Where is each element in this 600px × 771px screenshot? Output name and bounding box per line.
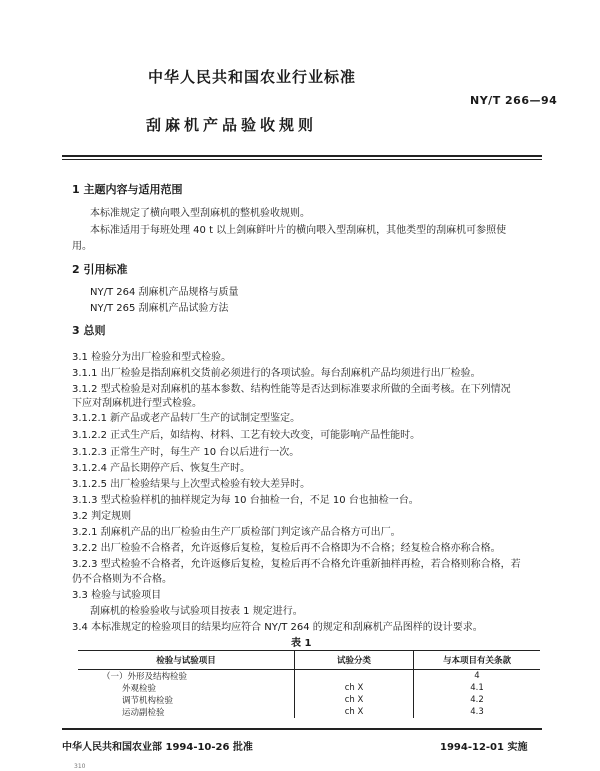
clause-3-2-1: 3.2.1 刮麻机产品的出厂检验由生产厂质检部门判定该产品合格方可出厂。 — [72, 527, 401, 538]
table-cell-item: 外观检验 — [122, 684, 157, 694]
standard-code: NY/T 266—94 — [470, 94, 558, 107]
clause-3-1-3: 3.1.3 型式检验样机的抽样规定为每 10 台抽检一台，不足 10 台也抽检一台。 — [72, 495, 419, 506]
page-number: 310 — [74, 763, 86, 770]
clause-3-2-2: 3.2.2 出厂检验不合格者，允许返修后复检，复检后再不合格即为不合格；经复检合格亦称合格。 — [72, 543, 501, 554]
table-caption: 表 1 — [291, 638, 312, 649]
clause-3-1-2: 3.1.2 型式检验是对刮麻机的基本参数、结构性能等是否达到标准要求所做的全面考核。在下列情况 — [72, 384, 511, 395]
clause-3-1-2-2: 3.1.2.2 正式生产后，如结构、材料、工艺有较大改变，可能影响产品性能时。 — [72, 430, 421, 441]
effective-date: 1994-12-01 实施 — [440, 742, 528, 753]
clause-3-1-2-3: 3.1.2.3 正常生产时，每生产 10 台以后进行一次。 — [72, 447, 300, 458]
footer-rule — [62, 728, 542, 730]
clause-3-2-3-cont: 仍不合格则为不合格。 — [72, 574, 172, 585]
clause-3-3-text: 刮麻机的检验验收与试验项目按表 1 规定进行。 — [90, 606, 303, 617]
section-1-para-1: 本标准规定了横向喂入型刮麻机的整机验收规则。 — [90, 208, 310, 219]
table-row — [78, 694, 540, 706]
header-rule-thin — [62, 159, 542, 160]
clause-3-2: 3.2 判定规则 — [72, 511, 132, 522]
table-header-row — [78, 651, 540, 670]
table-cell-clause: 4.2 — [470, 695, 484, 705]
section-1-heading: 1 主题内容与适用范围 — [72, 183, 183, 196]
reference-1: NY/T 264 刮麻机产品规格与质量 — [90, 287, 239, 298]
table-row — [78, 706, 540, 718]
table-row — [78, 670, 540, 683]
table-cell-category: ch X — [295, 706, 414, 718]
clause-3-4: 3.4 本标准规定的检验项目的结果均应符合 NY/T 264 的规定和刮麻机产品图样的设计要求。 — [72, 622, 483, 633]
table-cell-category — [295, 670, 414, 683]
reference-2: NY/T 265 刮麻机产品试验方法 — [90, 303, 229, 314]
table-cell-clause: 4.1 — [470, 683, 484, 693]
clause-3-2-3: 3.2.3 型式检验不合格者，允许返修后复检，复检后再不合格允许重新抽样再检，若合格则称合格，若 — [72, 559, 521, 570]
table-cell-item: 调节机构检验 — [122, 696, 174, 706]
table-header-category: 试验分类 — [295, 651, 414, 670]
table-header-clause: 与本项目有关条款 — [414, 651, 541, 670]
table-cell-item: （一）外形及结构检验 — [102, 672, 188, 682]
document-title: 刮麻机产品验收规则 — [146, 116, 318, 134]
table-row — [78, 682, 540, 694]
table-cell-clause: 4.3 — [470, 707, 484, 717]
table-header-item: 检验与试验项目 — [78, 651, 295, 670]
approval-date: 中华人民共和国农业部 1994-10-26 批准 — [62, 742, 253, 753]
clause-3-1-2-cont: 下应对刮麻机进行型式检验。 — [72, 398, 202, 409]
table-cell-clause: 4 — [474, 671, 480, 681]
table-cell-item: 运动副检验 — [122, 708, 165, 718]
clause-3-3: 3.3 检验与试验项目 — [72, 590, 162, 601]
clause-3-1-1: 3.1.1 出厂检验是指刮麻机交货前必须进行的各项试验。每台刮麻机产品均须进行出厂检验。 — [72, 368, 481, 379]
section-1-para-2-cont: 用。 — [72, 241, 92, 252]
clause-3-1-2-4: 3.1.2.4 产品长期停产后、恢复生产时。 — [72, 463, 251, 474]
section-1-para-2: 本标准适用于每班处理 40 t 以上剑麻鲜叶片的横向喂入型刮麻机，其他类型的刮麻机可参照使 — [90, 225, 507, 236]
issuing-org: 中华人民共和国农业行业标准 — [148, 68, 357, 86]
header-rule-thick — [62, 155, 542, 157]
clause-3-1: 3.1 检验分为出厂检验和型式检验。 — [72, 352, 232, 363]
section-3-heading: 3 总则 — [72, 324, 106, 337]
table-cell-category: ch X — [295, 682, 414, 694]
table-1 — [78, 650, 540, 718]
section-2-heading: 2 引用标准 — [72, 263, 128, 276]
clause-3-1-2-1: 3.1.2.1 新产品或老产品转厂生产的试制定型鉴定。 — [72, 413, 301, 424]
table-cell-category: ch X — [295, 694, 414, 706]
clause-3-1-2-5: 3.1.2.5 出厂检验结果与上次型式检验有较大差异时。 — [72, 479, 311, 490]
